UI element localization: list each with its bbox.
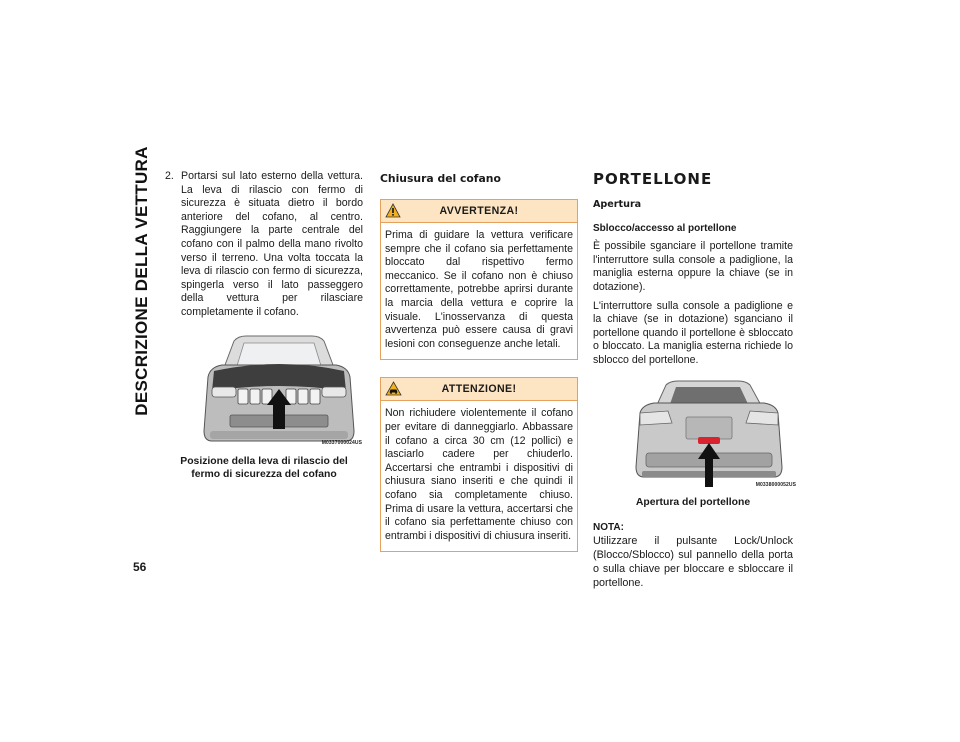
subheading: Apertura xyxy=(593,199,642,210)
page-number: 56 xyxy=(133,560,147,574)
figure-caption: Posizione della leva di rilascio del fermo di sicurezza del cofano xyxy=(180,455,348,480)
step-number: 2. xyxy=(165,170,174,182)
column-1 xyxy=(165,170,363,481)
car-front-illustration xyxy=(200,333,360,449)
note-text: Utilizzare il pulsante Lock/Unlock (Blocco/Sblocco) sul pannello della porta o sulla chiave per bloccare e sbloccare il portellone. xyxy=(593,535,793,590)
figure-code: M0337000024US xyxy=(321,439,362,446)
main-heading: PORTELLONE xyxy=(593,170,713,188)
bold-heading: Sblocco/accesso al portellone xyxy=(593,222,737,234)
column-2 xyxy=(380,170,578,552)
step-text: Portarsi sul lato esterno della vettura. La leva di rilascio con fermo di sicurezza è situata dietro il bordo anteriore del cofano, al centro. Raggiungere la parte centrale del cofano con il palmo della mano rivolto verso il terreno. Una volta toccata la leva di rilascio con fermo di sicurezza, spingerla verso il lato passeggero della vettura per rilasciare completamente il cofano. xyxy=(181,170,363,318)
warning-text: Prima di guidare la vettura verificare sempre che il cofano sia perfettamente bloccato dal rispettivo fermo meccanico. Se il cofano non è chiuso correttamente, potrebbe aprirsi durante la marcia della vettura e coprire la visuale. L'inosservanza di questa avvertenza può essere causa di gravi lesioni con conseguenze anche letali. xyxy=(385,229,573,350)
sidebar-section-title xyxy=(122,146,162,416)
step-2 xyxy=(165,170,363,320)
liftgate-figure xyxy=(628,379,796,489)
caution-title: ATTENZIONE! xyxy=(441,383,517,396)
sidebar-title-text: DESCRIZIONE DELLA VETTURA xyxy=(132,146,151,416)
column-3 xyxy=(593,170,796,590)
caution-text: Non richiudere violentemente il cofano per evitare di danneggiarlo. Abbassare il cofano a circa 30 cm (12 pollici) e lasciarlo cadere per chiuderlo. Accertarsi che entrambi i dispositivi di chiusura siano inseriti e che quindi il cofano sia completamente chiuso. Prima di usare la vettura, accertarsi che il cofano sia perfettamente chiuso con entrambi i dispositivi di chiusura inseriti. xyxy=(385,407,573,542)
figure-caption: Apertura del portellone xyxy=(635,496,751,508)
caution-header xyxy=(381,378,577,401)
warning-box xyxy=(380,199,578,360)
paragraph-2: L'interruttore sulla console a padiglione e la chiave (se in dotazione) sganciano il portellone quando il portellone è sbloccato o bloccato. La maniglia esterna richiede lo sblocco del portellone. xyxy=(593,299,793,366)
warning-header xyxy=(381,200,577,223)
figure-code: M0338000052US xyxy=(755,481,796,488)
note-label: NOTA: xyxy=(593,521,624,533)
warning-title: AVVERTENZA! xyxy=(439,205,519,217)
hood-figure xyxy=(200,333,360,449)
section-heading: Chiusura del cofano xyxy=(380,172,501,185)
caution-box xyxy=(380,377,578,552)
paragraph-1: È possibile sganciare il portellone tramite l'interruttore sulla console a padiglione, la maniglia esterna oppure la chiave (se in dotazione). xyxy=(593,240,793,293)
car-rear-illustration xyxy=(628,379,790,489)
